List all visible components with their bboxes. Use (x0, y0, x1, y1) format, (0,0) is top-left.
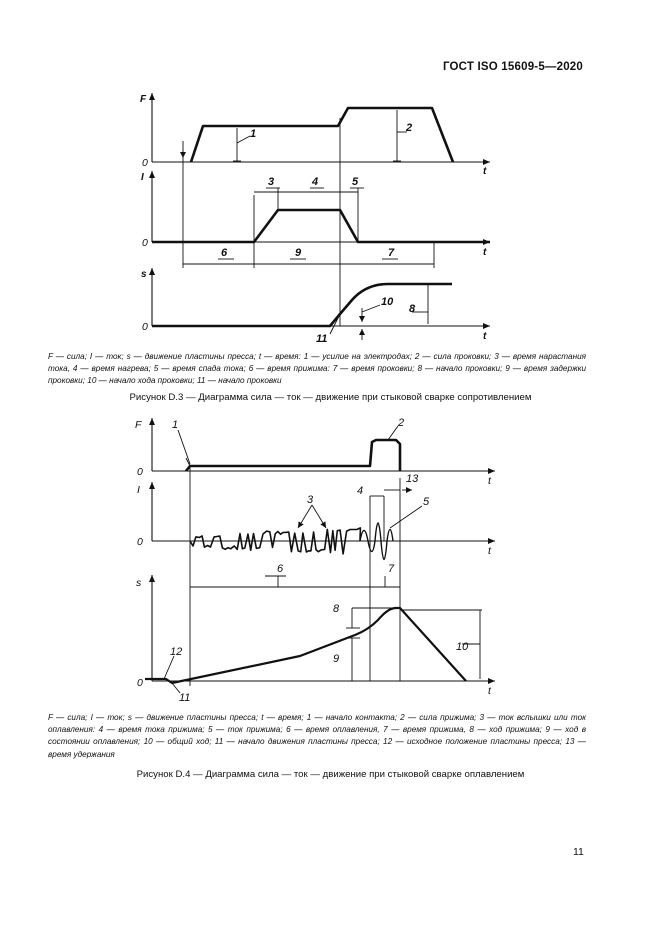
marker-11: 11 (316, 333, 328, 345)
marker-3: 3 (268, 176, 275, 188)
f-axis-label: F (140, 94, 147, 105)
f-zero-label: 0 (142, 157, 148, 169)
leader-10 (362, 305, 380, 312)
page-number: 11 (573, 846, 584, 858)
s-axis-label: s (141, 269, 147, 280)
marker-9-4: 9 (333, 653, 340, 665)
i-zero-label-4: 0 (137, 536, 143, 548)
t-label-1: t (483, 166, 487, 177)
leader-1 (237, 136, 250, 143)
figure-d3-caption: Рисунок D.3 — Диаграмма сила — ток — движение при стыковой сварке сопротивлением (129, 392, 532, 403)
leader-5-4 (390, 506, 422, 528)
marker-13-4: 13 (406, 473, 419, 485)
marker-5: 5 (352, 176, 359, 188)
marker-12-4: 12 (170, 646, 183, 658)
i-axis-label-4: I (137, 484, 140, 496)
motion-curve-4 (145, 608, 466, 683)
arrow-3a (298, 505, 312, 528)
motion-curve (152, 284, 452, 326)
leader-2-4 (388, 426, 398, 440)
figure-d4-legend: F — сила; I — ток; s — движение пластины пресса; t — время; 1 — начало контакта; 2 — сила прижима; 3 — ток вспышки или ток оплавления: 4 — время тока прижима; 5 — ток прижима; 6 — время оплавления, 7 — время прижима, 8 — ход прижима; 9 — ход в состоянии оплавления; 10 — общий ход; 11 — начало движения пластины пресса; 12 — исходное положение пластины пресса; 13 — время удержания (48, 713, 586, 759)
current-curve (152, 210, 490, 242)
marker-4: 4 (312, 176, 319, 188)
i-zero-label: 0 (142, 237, 148, 249)
marker-4-4: 4 (357, 485, 364, 497)
s-zero-label-4: 0 (137, 677, 143, 689)
t-label-4c: t (488, 685, 491, 697)
t-label-4a: t (488, 475, 491, 487)
marker-6: 6 (221, 247, 228, 259)
arrow-3b (312, 505, 326, 528)
marker-8: 8 (409, 303, 416, 315)
marker-10: 10 (381, 296, 394, 308)
figure-d3-diagram (0, 85, 661, 355)
t-label-3: t (483, 331, 487, 342)
i-axis-label: I (141, 172, 144, 183)
force-curve (191, 108, 453, 162)
s-axis-label-4: s (136, 577, 142, 589)
figure-d4-diagram (0, 410, 661, 710)
marker-7-4: 7 (388, 563, 395, 575)
document-header: ГОСТ ISO 15609-5—2020 (442, 61, 583, 73)
marker-7: 7 (388, 247, 395, 259)
s-zero-label: 0 (142, 321, 148, 333)
marker-1: 1 (250, 128, 257, 140)
marker-1-4: 1 (172, 419, 179, 431)
marker-2-4: 2 (398, 417, 405, 429)
marker-2: 2 (406, 122, 413, 134)
marker-11-4: 11 (179, 692, 191, 704)
t-label-2: t (483, 247, 487, 258)
marker-3-4: 3 (307, 494, 314, 506)
marker-9: 9 (295, 247, 302, 259)
marker-10-4: 10 (456, 641, 469, 653)
marker-5-4: 5 (423, 496, 430, 508)
t-label-4b: t (488, 545, 491, 557)
f-zero-label-4: 0 (137, 466, 143, 478)
f-axis-label-4: F (135, 419, 142, 431)
figure-d4-caption: Рисунок D.4 — Диаграмма сила — ток — движение при стыковой сварке оплавлением (136, 769, 525, 780)
marker-8-4: 8 (333, 603, 340, 615)
figure-d3-legend: F — сила; I — ток; s — движение пластины пресса; t — время: 1 — усилие на электродах; 2 — сила проковки; 3 — время нарастания тока, 4 — время нагрева; 5 — время спада тока; 6 — время прижима: 7 — время проковки; 8 — начало проковки; 9 — время задержки проковки; 10 — начало хода проковки; 11 — начало проковки (48, 352, 586, 386)
marker-6-4: 6 (277, 563, 284, 575)
force-curve-4 (186, 440, 400, 471)
leader-1-4 (178, 430, 190, 464)
leader-12-4 (164, 656, 174, 679)
